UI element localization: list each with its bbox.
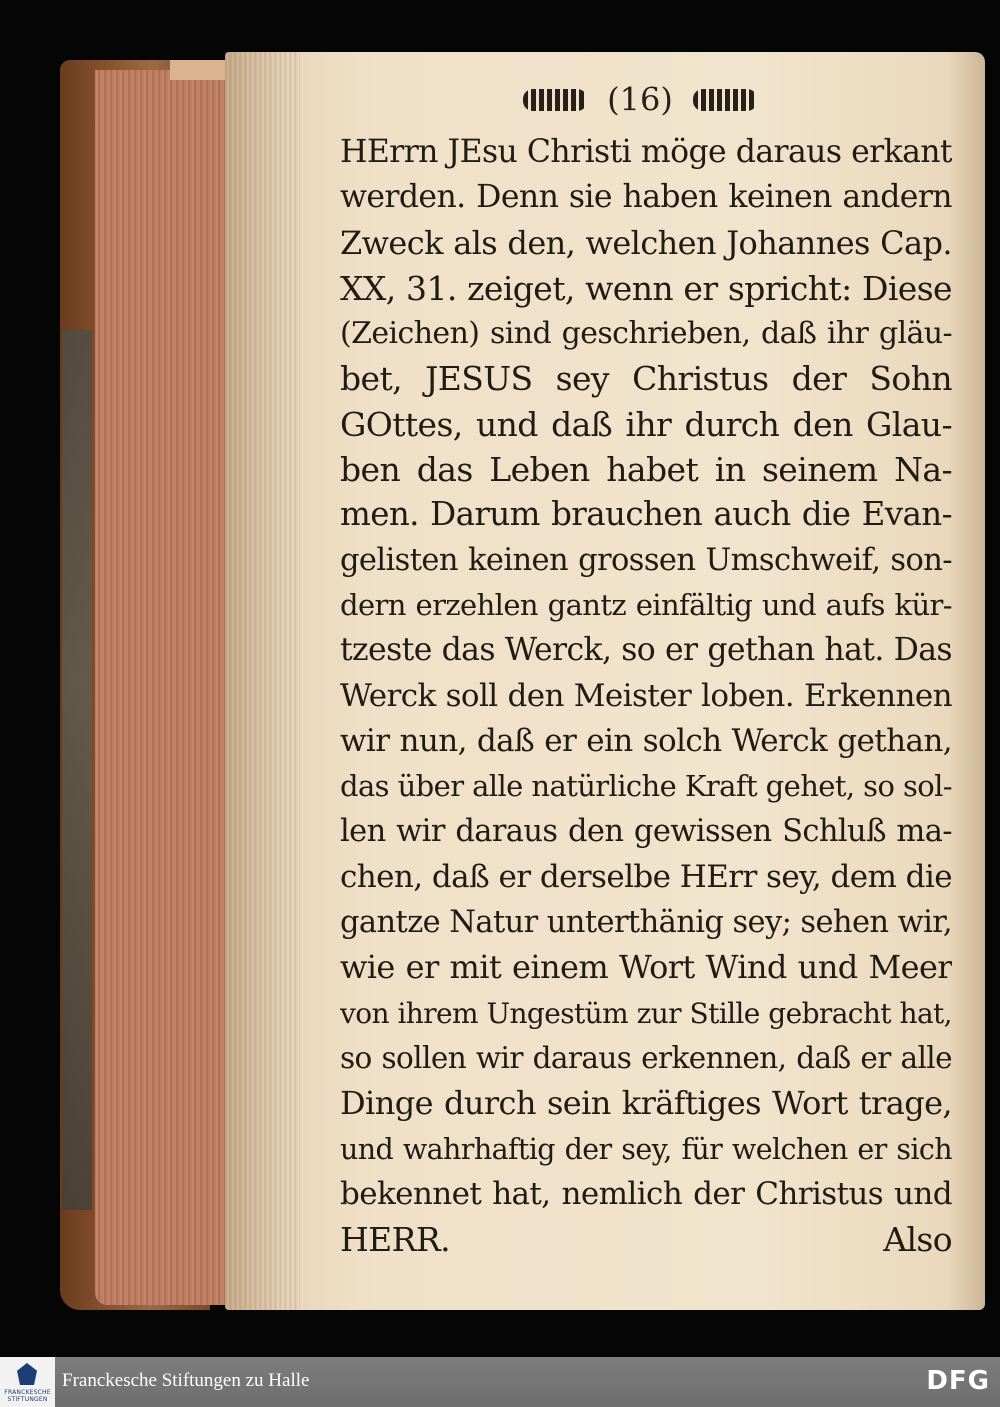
institution-logo[interactable]	[0, 1357, 55, 1407]
text-line: men. Darum brauchen auch die Evan-	[340, 495, 952, 534]
text-line: Dinge durch sein kräftiges Wort trage,	[340, 1084, 952, 1123]
text-line: gantze Natur unterthänig sey; sehen wir,	[340, 905, 952, 941]
page-gutter	[225, 52, 300, 1310]
page-header	[335, 78, 945, 128]
text-line: wie er mit einem Wort Wind und Meer	[340, 948, 952, 987]
page-edges	[95, 70, 230, 1305]
text-line: (Zeichen) sind geschrieben, daß ihr gläu-	[340, 316, 952, 352]
text-line: dern erzehlen gantz einfältig und aufs kür-	[340, 587, 952, 622]
text-line: HErrn JEsu Christi möge daraus erkant	[340, 134, 952, 170]
text-line: HERR. Also	[340, 1220, 952, 1260]
text-line: gelisten keinen grossen Umschweif, son-	[340, 542, 952, 578]
ornament-left-icon	[523, 89, 587, 111]
logo-emblem-icon	[17, 1363, 37, 1385]
text-line: chen, daß er derselbe HErr sey, dem die	[340, 858, 952, 895]
text-line: das über alle natürliche Kraft gehet, so sol-	[340, 769, 952, 804]
ornament-right-icon	[693, 89, 757, 111]
text-line: von ihrem Ungestüm zur Stille gebracht hat,	[340, 996, 952, 1030]
text-line: Werck soll den Meister loben. Erkennen	[340, 677, 952, 714]
text-line: tzeste das Werck, so er gethan hat. Das	[340, 632, 952, 669]
text-line: so sollen wir daraus erkennen, daß er alle	[340, 1040, 952, 1075]
text-line: ben das Leben habet in seinem Na-	[340, 450, 952, 490]
text-line: XX, 31. zeiget, wenn er spricht: Diese	[340, 268, 952, 308]
footer-title[interactable]: Franckesche Stiftungen zu Halle	[62, 1370, 310, 1391]
text-line: len wir daraus den gewissen Schluß ma-	[340, 814, 952, 850]
logo-text: FRANCKESCHE STIFTUNGEN	[4, 1389, 51, 1403]
text-line: wir nun, daß er ein solch Werck gethan,	[340, 722, 952, 759]
text-block	[340, 130, 952, 1262]
text-line: werden. Denn sie haben keinen andern	[340, 179, 952, 216]
cover-wear	[62, 330, 92, 1210]
text-line: und wahrhaftig der sey, für welchen er sich	[340, 1132, 952, 1166]
page-number: (16)	[607, 80, 673, 119]
text-line: bet, JESUS sey Christus der Sohn	[340, 359, 952, 399]
text-line: GOttes, und daß ihr durch den Glau-	[340, 404, 952, 444]
dfg-logo[interactable]: DFG	[926, 1366, 990, 1396]
text-line: bekennet hat, nemlich der Christus und	[340, 1175, 952, 1212]
text-line: Zweck als den, welchen Johannes Cap.	[340, 223, 952, 262]
